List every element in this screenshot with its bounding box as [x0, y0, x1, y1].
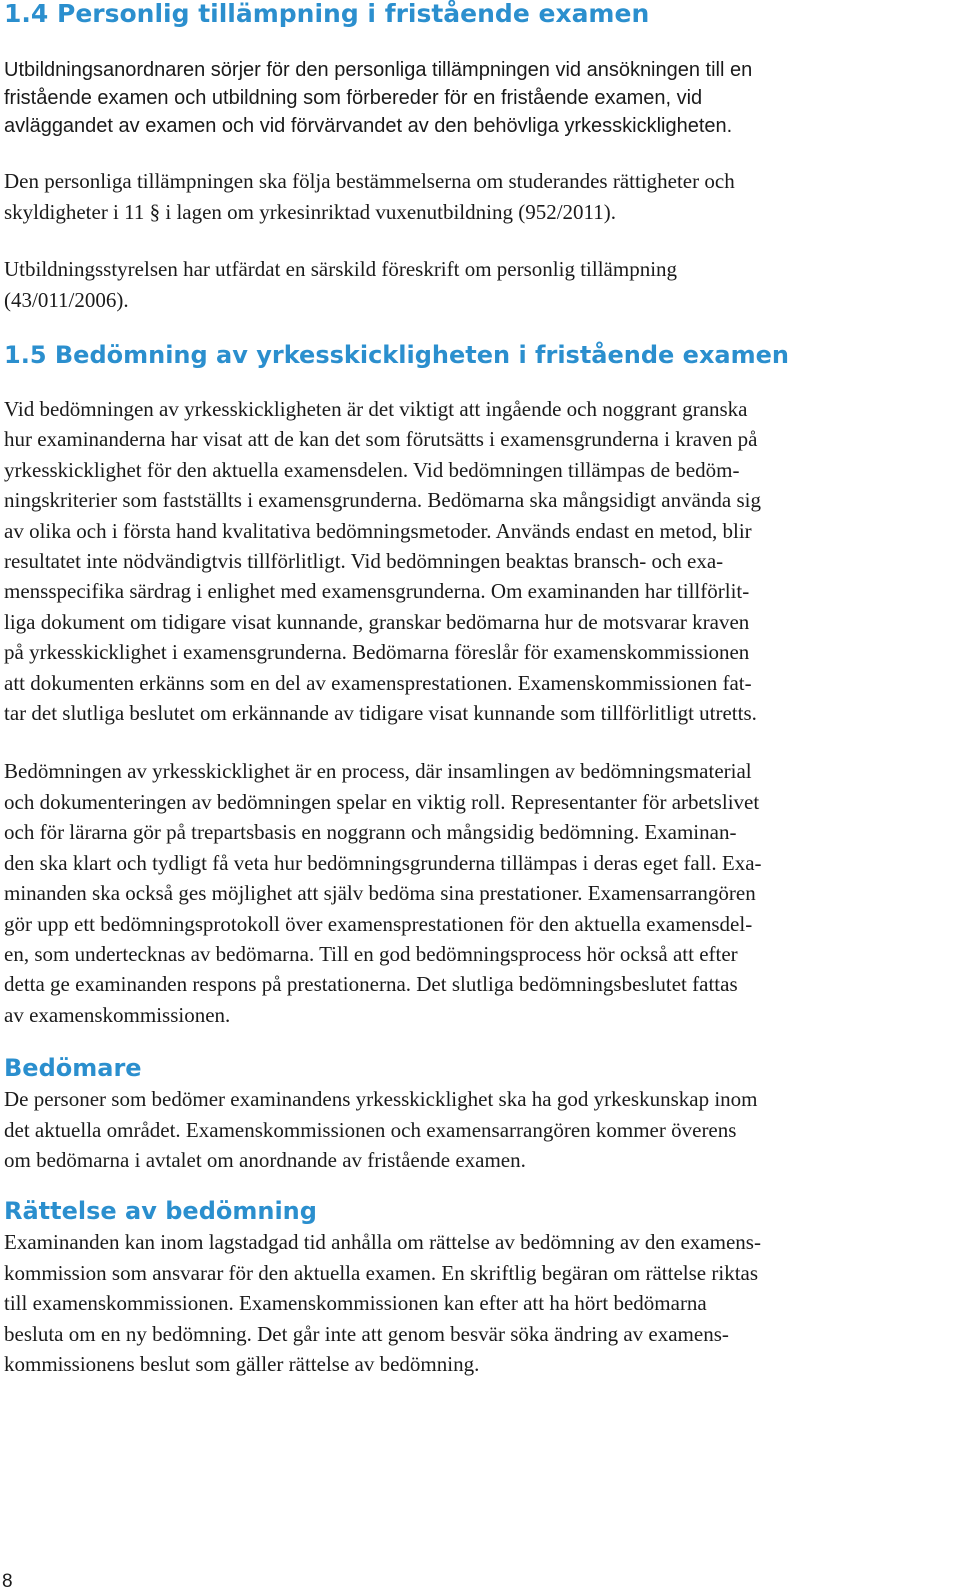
paragraph-rattelse: [4, 1227, 952, 1379]
text-line: liga dokument om tidigare visat kunnande, granskar bedömarna hur de motsvarar kraven: [4, 609, 750, 634]
paragraph-1-4-2: [4, 166, 952, 228]
section-heading-1-5: 1.5 Bedömning av yrkesskickligheten i fristående examen: [4, 341, 789, 369]
text-line: av olika och i första hand kvalitativa bedömningsmetoder. Används endast en metod, blir: [4, 518, 752, 543]
paragraph-1-5-1: [4, 394, 952, 728]
text-line: det aktuella området. Examenskommissionen och examensarrangören kommer överens: [4, 1117, 737, 1142]
text-line: Utbildningsstyrelsen har utfärdat en särskild föreskrift om personlig tillämpning: [4, 257, 678, 281]
text-line: Den personliga tillämpningen ska följa bestämmelserna om studerandes rättigheter och: [4, 169, 735, 193]
text-line: Examinanden kan inom lagstadgad tid anhålla om rättelse av bedömning av den examens-: [4, 1230, 761, 1255]
text-line: av examenskommissionen.: [4, 1002, 231, 1027]
text-line: detta ge examinanden respons på prestationerna. Det slutliga bedömningsbeslutet fattas: [4, 972, 738, 997]
paragraph-1-5-2: [4, 756, 952, 1030]
text-line: på yrkesskicklighet i examensgrunderna. Bedömarna föreslår för examenskommissionen: [4, 640, 750, 665]
text-line: tar det slutliga beslutet om erkännande av tidigare visat kunnande som tillförlitligt utretts.: [4, 701, 757, 726]
text-line: minanden ska också ges möjlighet att själv bedöma sina prestationer. Examensarrangören: [4, 881, 756, 906]
text-line: kommissionens beslut som gäller rättelse av bedömning.: [4, 1351, 480, 1376]
paragraph-1-4-3: [4, 254, 952, 316]
text-line: yrkesskicklighet för den aktuella examensdelen. Vid bedömningen tillämpas de bedöm-: [4, 457, 740, 482]
document-page: [4, 0, 952, 1379]
text-line: Utbildningsanordnaren sörjer för den personliga tillämpningen vid ansökningen till en: [4, 59, 753, 81]
text-line: och dokumenteringen av bedömningen spelar en viktig roll. Representanter för arbetslivet: [4, 789, 760, 814]
text-line: ningskriterier som fastställts i examensgrunderna. Bedömarna ska mångsidigt använda sig: [4, 488, 761, 513]
text-line: den ska klart och tydligt få veta hur bedömningsgrunderna tillämpas i deras eget fall. Exa-: [4, 850, 762, 875]
paragraph-1-4-1: [4, 56, 952, 140]
subheading-bedomare: Bedömare: [4, 1054, 142, 1083]
text-line: besluta om en ny bedömning. Det går inte att genom besvär söka ändring av examens-: [4, 1321, 729, 1346]
section-heading-1-4: 1.4 Personlig tillämpning i fristående examen: [4, 0, 650, 28]
subheading-rattelse: Rättelse av bedömning: [4, 1197, 317, 1226]
text-line: De personer som bedömer examinandens yrkesskicklighet ska ha god yrkeskunskap inom: [4, 1087, 758, 1112]
text-line: att dokumenten erkänns som en del av examensprestationen. Examenskommissionen fat-: [4, 670, 752, 695]
text-line: fristående examen och utbildning som förbereder för en fristående examen, vid: [4, 87, 703, 109]
text-line: avläggandet av examen och vid förvärvandet av den behövliga yrkesskickligheten.: [4, 115, 733, 137]
paragraph-bedomare: [4, 1084, 952, 1175]
text-line: hur examinanderna har visat att de kan det som förutsätts i examensgrunderna i kraven på: [4, 427, 758, 452]
text-line: gör upp ett bedömningsprotokoll över examensprestationen för den aktuella examensdel-: [4, 911, 753, 936]
page-number: 8: [2, 1571, 13, 1592]
text-line: skyldigheter i 11 § i lagen om yrkesinriktad vuxenutbildning (952/2011).: [4, 200, 617, 224]
text-line: mensspecifika särdrag i enlighet med examensgrunderna. Om examinanden har tillförlit-: [4, 579, 750, 604]
text-line: (43/011/2006).: [4, 288, 129, 312]
text-line: till examenskommissionen. Examenskommissionen kan efter att ha hört bedömarna: [4, 1291, 707, 1316]
text-line: och för lärarna gör på trepartsbasis en noggrann och mångsidig bedömning. Examinan-: [4, 820, 737, 845]
text-line: resultatet inte nödvändigtvis tillförlitligt. Vid bedömningen beaktas bransch- och exa-: [4, 549, 724, 574]
text-line: om bedömarna i avtalet om anordnande av fristående examen.: [4, 1147, 526, 1172]
text-line: en, som undertecknas av bedömarna. Till en god bedömningsprocess hör också att efter: [4, 941, 738, 966]
text-line: Bedömningen av yrkesskicklighet är en process, där insamlingen av bedömningsmaterial: [4, 759, 752, 784]
text-line: kommission som ansvarar för den aktuella examen. En skriftlig begäran om rättelse riktas: [4, 1260, 759, 1285]
text-line: Vid bedömningen av yrkesskickligheten är det viktigt att ingående och noggrant granska: [4, 397, 748, 421]
